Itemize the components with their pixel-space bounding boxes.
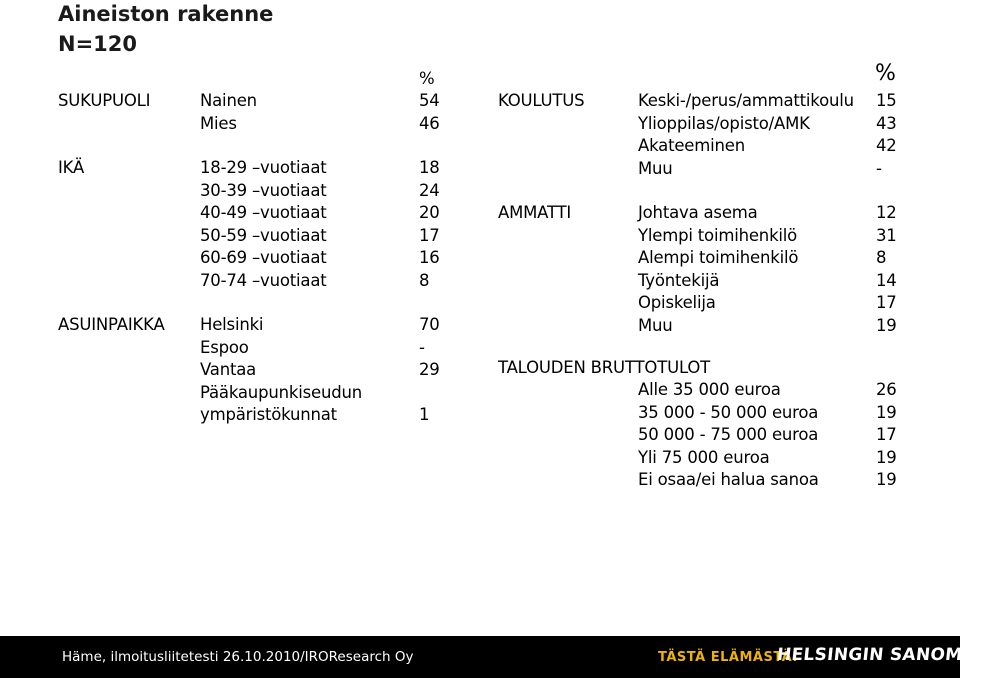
row-item: Ylempi toimihenkilö bbox=[638, 225, 798, 245]
row-item: 18-29 –vuotiaat bbox=[200, 158, 327, 177]
row-value: 1 bbox=[419, 405, 430, 424]
row-item: 50 000 - 75 000 euroa bbox=[638, 425, 819, 444]
row-value: 19 bbox=[876, 447, 897, 467]
page-title: Aineiston rakenne bbox=[58, 2, 274, 26]
percent-header: % bbox=[875, 61, 896, 86]
row-item: Ylioppilas/opisto/AMK bbox=[638, 113, 810, 133]
row-item: 35 000 - 50 000 euroa bbox=[638, 402, 819, 422]
row-item: Vantaa bbox=[200, 360, 257, 379]
footer-bar bbox=[0, 636, 988, 678]
row-value: 16 bbox=[419, 248, 440, 267]
row-value: 17 bbox=[876, 293, 897, 312]
row-item: Keski-/perus/ammattikoulu bbox=[638, 91, 854, 110]
row-item: Ei osaa/ei halua sanoa bbox=[638, 470, 819, 489]
row-value: 19 bbox=[876, 470, 897, 489]
row-item: 30-39 –vuotiaat bbox=[200, 180, 327, 200]
row-item: 70-74 –vuotiaat bbox=[200, 270, 327, 290]
sample-size: N=120 bbox=[58, 32, 138, 56]
row-value: - bbox=[876, 158, 882, 178]
row-value: 54 bbox=[419, 91, 440, 110]
brand-slogan: TÄSTÄ ELÄMÄSTÄ. bbox=[658, 650, 798, 665]
row-value: - bbox=[419, 337, 425, 357]
row-value: 70 bbox=[419, 315, 440, 334]
category-label: TALOUDEN BRUTTOTULOT bbox=[498, 358, 711, 377]
row-item: 40-49 –vuotiaat bbox=[200, 203, 327, 222]
row-item: Yli 75 000 euroa bbox=[638, 447, 770, 467]
row-value: 18 bbox=[419, 158, 440, 177]
row-value: 24 bbox=[419, 180, 440, 200]
row-item: Alempi toimihenkilö bbox=[638, 248, 799, 267]
row-value: 15 bbox=[876, 91, 897, 110]
row-item: Alle 35 000 euroa bbox=[638, 380, 781, 399]
row-item: Akateeminen bbox=[638, 136, 745, 155]
row-value: 8 bbox=[876, 248, 887, 267]
row-item: Muu bbox=[638, 315, 673, 335]
category-label: KOULUTUS bbox=[498, 91, 585, 110]
row-value: 29 bbox=[419, 360, 440, 379]
row-item: Mies bbox=[200, 113, 237, 133]
row-item: 50-59 –vuotiaat bbox=[200, 225, 327, 245]
row-item: Työntekijä bbox=[638, 270, 720, 290]
category-label: IKÄ bbox=[58, 158, 85, 177]
row-item: Pääkaupunkiseudun bbox=[200, 382, 362, 402]
row-value: 19 bbox=[876, 315, 897, 335]
row-value: 20 bbox=[419, 203, 440, 222]
row-item: Opiskelija bbox=[638, 293, 716, 312]
percent-header: % bbox=[419, 69, 435, 88]
row-value: 31 bbox=[876, 225, 897, 245]
row-value: 43 bbox=[876, 113, 897, 133]
row-item: Espoo bbox=[200, 337, 249, 357]
row-value: 26 bbox=[876, 380, 897, 399]
brand-logo: HELSINGIN SANOMAT bbox=[775, 645, 988, 665]
row-item: Nainen bbox=[200, 91, 257, 110]
row-value: 8 bbox=[419, 270, 430, 290]
category-label: AMMATTI bbox=[498, 203, 572, 222]
row-value: 17 bbox=[876, 425, 897, 444]
row-value: 14 bbox=[876, 270, 897, 290]
row-item: Johtava asema bbox=[638, 203, 758, 222]
row-item: Muu bbox=[638, 158, 673, 178]
footer-source: Häme, ilmoitusliitetesti 26.10.2010/IROResearch Oy bbox=[62, 649, 414, 665]
row-value: 42 bbox=[876, 136, 897, 155]
row-value: 46 bbox=[419, 113, 440, 133]
category-label: SUKUPUOLI bbox=[58, 91, 151, 110]
row-item: ympäristökunnat bbox=[200, 405, 337, 424]
row-value: 12 bbox=[876, 203, 897, 222]
row-value: 19 bbox=[876, 402, 897, 422]
category-label: ASUINPAIKKA bbox=[58, 315, 165, 334]
row-item: 60-69 –vuotiaat bbox=[200, 248, 327, 267]
row-value: 17 bbox=[419, 225, 440, 245]
row-item: Helsinki bbox=[200, 315, 264, 334]
